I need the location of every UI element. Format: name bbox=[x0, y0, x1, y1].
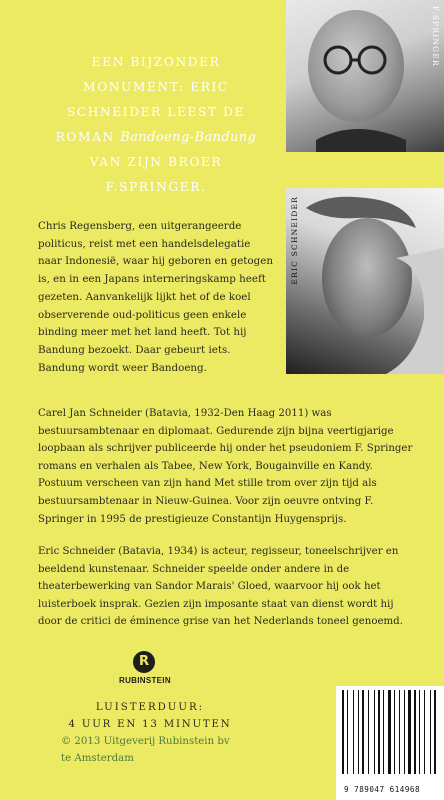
barcode-bar bbox=[404, 690, 405, 774]
duration-label: LUISTERDUUR: bbox=[95, 702, 205, 713]
barcode-bar bbox=[419, 690, 420, 774]
barcode-bar bbox=[378, 690, 380, 774]
barcode-bar bbox=[388, 690, 391, 774]
publisher-emblem-icon: R bbox=[133, 651, 155, 673]
barcode-bar bbox=[412, 690, 413, 774]
barcode-bar bbox=[396, 690, 398, 774]
headline-prefix: ROMAN bbox=[55, 130, 121, 144]
barcode-bar bbox=[430, 690, 431, 774]
author-photo-schneider bbox=[286, 188, 444, 374]
glasses-icon bbox=[286, 0, 444, 152]
barcode-bar bbox=[374, 690, 375, 774]
barcode-bar bbox=[365, 690, 367, 774]
bio-text: over zijn tijd als bestuursambtenaar in Nieuw-Guinea. Voor zijn oeuvre ontving F. Springer in 1995 de prestigieuze Constantijn Huygensprijs. bbox=[38, 478, 377, 525]
barcode-bar bbox=[385, 690, 387, 774]
barcode-bar bbox=[408, 690, 411, 774]
bio-springer bbox=[38, 405, 418, 528]
headline-line: EEN BIJZONDER bbox=[91, 55, 221, 69]
copyright-line: © 2013 Uitgeverij Rubinstein bv bbox=[61, 736, 230, 747]
barcode-bar bbox=[353, 690, 354, 774]
photo-caption: ERIC SCHNEIDER bbox=[290, 196, 299, 285]
barcode-bar bbox=[406, 690, 407, 774]
barcode-bar bbox=[358, 690, 359, 774]
barcode-bar bbox=[368, 690, 369, 774]
barcode-bar bbox=[349, 690, 352, 774]
hand-icon bbox=[286, 188, 444, 374]
barcode-bar bbox=[383, 690, 384, 774]
barcode-bar bbox=[426, 690, 429, 774]
barcode-bar bbox=[424, 690, 425, 774]
publisher-logo bbox=[119, 651, 169, 685]
barcode-bar bbox=[376, 690, 377, 774]
barcode-bar bbox=[394, 690, 395, 774]
barcode-bar bbox=[355, 690, 357, 774]
publisher-name: RUBINSTEIN bbox=[119, 676, 171, 685]
barcode-bar bbox=[345, 690, 346, 774]
barcode-bar bbox=[414, 690, 416, 774]
barcode-bar bbox=[432, 690, 433, 774]
bio-text: Carel Jan Schneider (Batavia, 1932-Den Haag 2011) was bestuursambtenaar en diplomaat. Gedurende zijn bijna veertigjarige loopbaan als schrijver publiceerde hij onder het pseudoniem F. Springer romans en verhalen als Tabee, New York, Bougainville en Kandy. Postuum verscheen van zijn hand bbox=[38, 408, 413, 490]
barcode-bar bbox=[381, 690, 382, 774]
author-photo-springer bbox=[286, 0, 444, 152]
headline-line: SCHNEIDER LEEST DE bbox=[66, 105, 246, 119]
headline-line: MONUMENT: ERIC bbox=[83, 80, 229, 94]
duration-value: 4 UUR EN 13 MINUTEN bbox=[68, 719, 232, 730]
book-title: Bandoeng-Bandung bbox=[120, 130, 257, 145]
barcode-bars bbox=[342, 690, 440, 774]
book-title: Met stille trom bbox=[214, 478, 292, 490]
barcode-bar bbox=[437, 690, 438, 774]
barcode-bar bbox=[399, 690, 400, 774]
barcode-bar bbox=[362, 690, 364, 774]
headline-line: F.SPRINGER. bbox=[105, 180, 207, 194]
barcode-bar bbox=[434, 690, 436, 774]
headline bbox=[38, 50, 274, 200]
barcode-bar bbox=[370, 690, 373, 774]
bio-schneider: Eric Schneider (Batavia, 1934) is acteur, regisseur, toneelschrijver en beeldend kunstenaar. Schneider speelde onder andere in de theaterbewerking van Sandor Marais' Gloed, waarvoor hij ook het luisterboek insprak. Gezien zijn imposante staat van dienst wordt hij door de critici de éminence grise van het Nederlands toneel genoemd. bbox=[38, 546, 403, 628]
headline-line bbox=[38, 125, 274, 150]
barcode-bar bbox=[417, 690, 418, 774]
isbn-number: 9 789047 614968 bbox=[344, 785, 421, 794]
credits bbox=[55, 699, 245, 767]
publisher-city: te Amsterdam bbox=[61, 753, 134, 764]
barcode bbox=[336, 686, 444, 800]
barcode-bar bbox=[342, 690, 344, 774]
barcode-bar bbox=[421, 690, 423, 774]
headline-line: VAN ZIJN BROER bbox=[89, 155, 223, 169]
barcode-bar bbox=[347, 690, 348, 774]
barcode-bar bbox=[360, 690, 361, 774]
barcode-bar bbox=[392, 690, 393, 774]
barcode-bar bbox=[401, 690, 403, 774]
photo-caption: F.SPRINGER bbox=[431, 6, 440, 67]
book-blurb: Chris Regensberg, een uitgerangeerde politicus, reist met een handelsdelegatie naar Indonesië, waar hij geboren en getogen is, en in een Japans interneringskamp heeft gezeten. Aanvankelijk lijkt het of de koel observerende oud-politicus geen enkele binding meer met het land heeft. Tot hij Bandung bezoekt. Daar gebeurt iets. Bandung wordt weer Bandoeng. bbox=[38, 220, 273, 374]
